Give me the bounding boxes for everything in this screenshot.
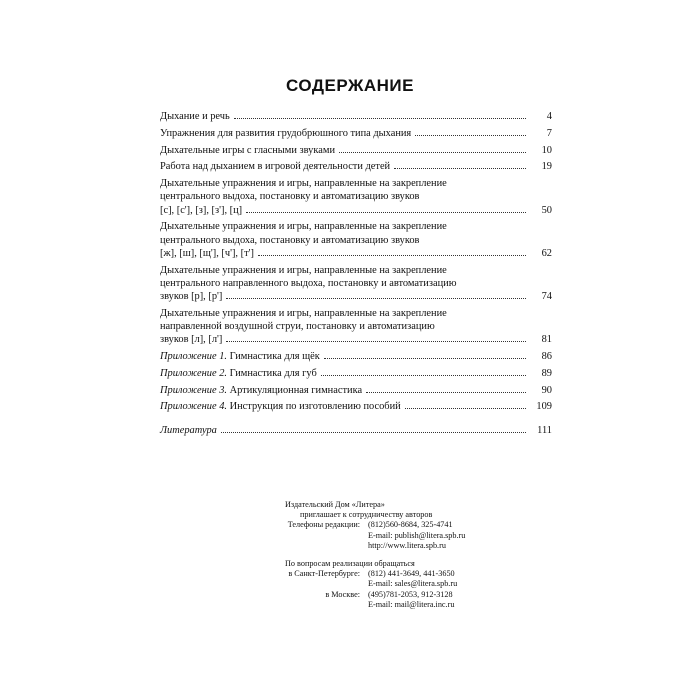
table-of-contents — [160, 110, 552, 441]
appendix-label: Приложение 2. — [160, 367, 227, 379]
literature-label: Литература — [160, 425, 217, 437]
toc-entry — [160, 177, 552, 217]
leader-dots — [258, 255, 526, 256]
toc-appendix-entry — [160, 350, 552, 363]
toc-entry-line: звуков [л], [л'] — [160, 334, 223, 346]
spb-label: в Санкт-Петербурге: — [288, 569, 360, 579]
leader-dots — [415, 135, 526, 136]
appendix-title: Артикуляционная гимнастика — [229, 384, 363, 396]
toc-page-number: 19 — [541, 161, 552, 173]
leader-dots — [394, 168, 526, 169]
toc-entry-line: направленной воздушной струи, постановку и автоматизацию — [160, 321, 435, 332]
toc-entry-title: Дыхание и речь — [160, 111, 230, 122]
toc-literature-entry — [160, 424, 552, 437]
leader-dots — [226, 341, 526, 342]
publisher-name: Издательский Дом «Литера» — [285, 500, 385, 509]
msk-email: E-mail: mail@litera.inc.ru — [368, 599, 455, 609]
toc-appendix-entry — [160, 367, 552, 380]
appendix-label: Приложение 3. — [160, 384, 227, 396]
toc-page-number: 111 — [537, 425, 552, 437]
appendix-label: Приложение 1. — [160, 351, 227, 362]
publisher-email: E-mail: publish@litera.spb.ru — [368, 530, 466, 540]
toc-entry-title: Упражнения для развития грудобрюшного типа дыхания — [160, 127, 412, 139]
toc-page-number: 86 — [541, 351, 552, 362]
appendix-title: Гимнастика для щёк — [229, 351, 320, 362]
toc-page-number: 7 — [546, 127, 552, 139]
msk-phone: (495)781-2053, 912-3128 — [368, 589, 453, 599]
appendix-title: Инструкция по изготовлению пособий — [229, 401, 401, 413]
leader-dots — [234, 118, 526, 119]
spb-phone: (812) 441-3649, 441-3650 — [368, 569, 455, 579]
toc-page-number: 109 — [536, 401, 552, 413]
toc-page-number: 90 — [541, 384, 552, 396]
toc-entry-line: центрального выдоха, постановку и автоматизацию звуков — [160, 191, 420, 203]
toc-page-number: 81 — [541, 334, 552, 346]
phones-value: (812)560-8684, 325-4741 — [368, 520, 453, 530]
publisher-info — [255, 500, 515, 610]
toc-entry — [160, 127, 552, 140]
toc-entry-line: Дыхательные упражнения и игры, направленные на закрепление — [160, 178, 447, 190]
toc-entry-line: [ж], [ш], [щ'], [ч'], [т'] — [160, 247, 254, 259]
toc-page-number: 50 — [541, 204, 552, 216]
toc-entry-line: Дыхательные упражнения и игры, направленные на закрепление — [160, 221, 447, 233]
toc-entry-line: звуков [р], [р'] — [160, 291, 223, 302]
leader-dots — [226, 298, 526, 299]
toc-entry — [160, 307, 552, 347]
toc-entry-line: [с], [с'], [з], [з'], [ц] — [160, 204, 243, 216]
toc-page-number: 74 — [541, 291, 552, 302]
toc-entry — [160, 220, 552, 260]
toc-title: СОДЕРЖАНИЕ — [286, 76, 414, 95]
toc-entry-title: Работа над дыханием в игровой деятельности детей — [160, 161, 391, 173]
phones-label: Телефоны редакции: — [287, 520, 360, 530]
toc-entry — [160, 144, 552, 157]
msk-label: в Москве: — [325, 589, 360, 599]
toc-entry-line: центрального направленного выдоха, постановку и автоматизацию — [160, 277, 457, 289]
leader-dots — [246, 212, 526, 213]
toc-entry-line: Дыхательные упражнения и игры, направленные на закрепление — [160, 307, 447, 319]
toc-entry — [160, 264, 552, 304]
toc-page-number: 10 — [541, 144, 552, 156]
toc-entry-title: Дыхательные игры с гласными звуками — [160, 144, 336, 156]
leader-dots — [221, 432, 526, 433]
leader-dots — [324, 358, 526, 359]
publisher-invite: приглашает к сотрудничеству авторов — [300, 510, 433, 520]
appendix-label: Приложение 4. — [160, 401, 227, 413]
toc-page-number: 62 — [541, 247, 552, 259]
publisher-website: http://www.litera.spb.ru — [368, 540, 446, 550]
toc-page-number: 89 — [541, 367, 552, 379]
spb-email: E-mail: sales@litera.spb.ru — [368, 579, 458, 589]
toc-entry-line: Дыхательные упражнения и игры, направленные на закрепление — [160, 264, 447, 276]
leader-dots — [339, 152, 526, 153]
toc-appendix-entry — [160, 400, 552, 413]
toc-page-number: 4 — [546, 111, 552, 122]
toc-entry — [160, 110, 552, 123]
toc-entry-line: центрального выдоха, постановку и автоматизацию звуков — [160, 234, 420, 246]
leader-dots — [321, 375, 526, 376]
leader-dots — [366, 392, 526, 393]
appendix-title: Гимнастика для губ — [229, 367, 317, 379]
sales-heading: По вопросам реализации обращаться — [285, 559, 415, 569]
toc-appendix-entry — [160, 384, 552, 397]
leader-dots — [405, 408, 526, 409]
toc-entry — [160, 160, 552, 173]
